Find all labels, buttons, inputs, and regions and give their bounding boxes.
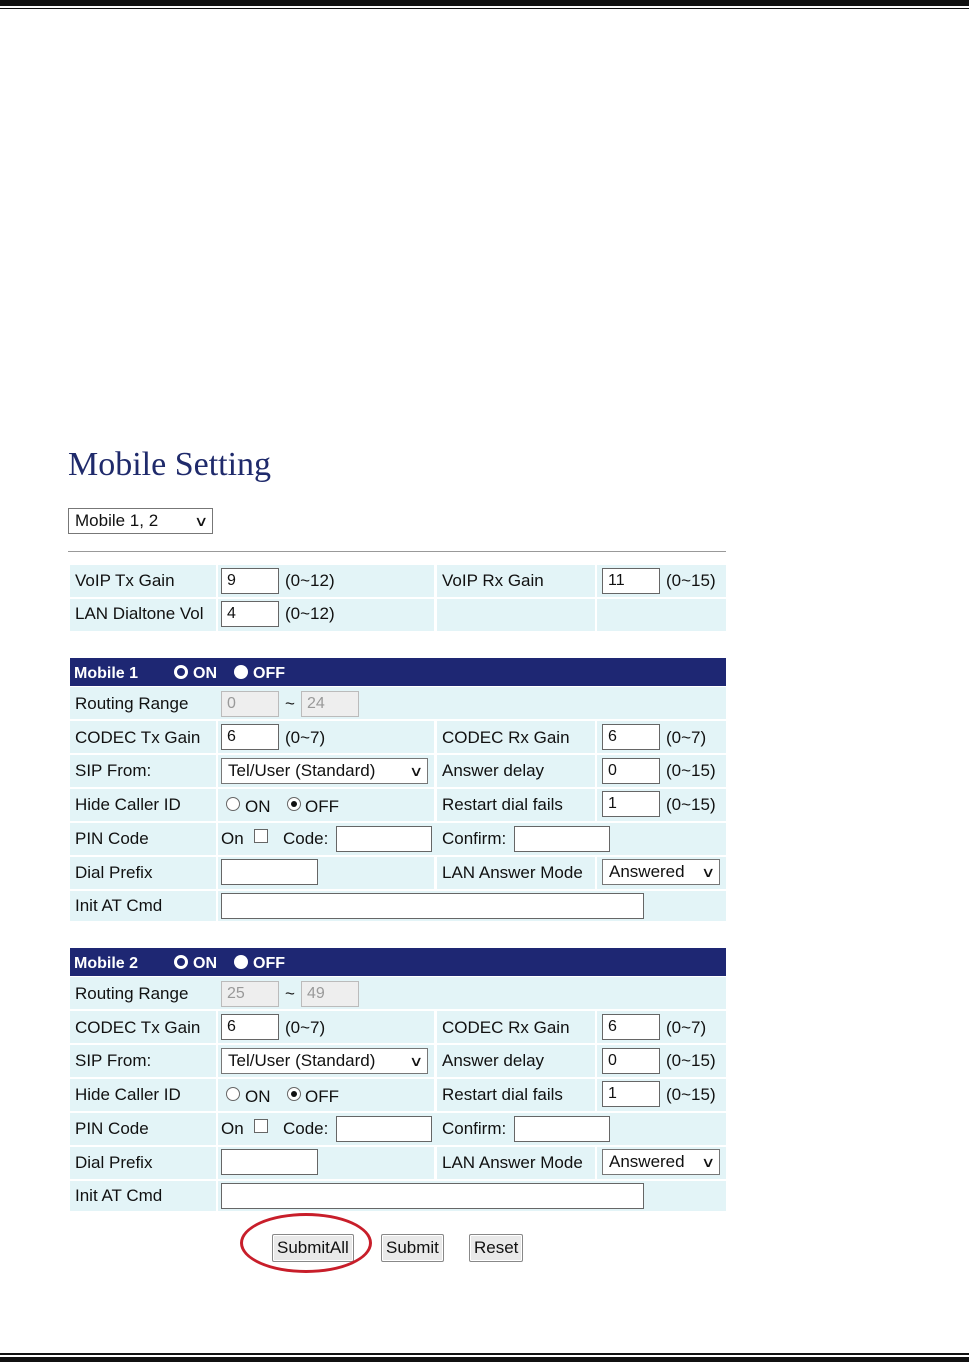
mobile-select-value: Mobile 1, 2 [75,511,159,530]
mobile-2-off-radio[interactable] [234,955,248,969]
hide-caller-on-label: ON [245,797,271,816]
codec-rx-gain-range: (0~7) [666,728,707,747]
dial-prefix-label: Dial Prefix [75,863,153,882]
sip-from-value: Tel/User (Standard) [228,761,376,780]
init-at-cmd-input[interactable] [221,893,644,919]
codec-tx-gain-label: CODEC Tx Gain [75,1018,201,1037]
sip-from-select[interactable] [221,1048,428,1074]
highlight-circle [240,1213,372,1273]
answer-delay-input[interactable]: 0 [602,758,660,784]
hide-caller-off-radio[interactable] [287,797,301,811]
mobile-1-off-radio[interactable] [234,665,248,679]
mobile-2-on-label: ON [193,955,217,972]
sip-from-label: SIP From: [75,761,152,780]
bottom-rule [0,1357,969,1362]
lan-dialtone-vol-range: (0~12) [285,604,335,623]
hide-caller-off-label: OFF [305,1087,339,1106]
codec-rx-gain-range: (0~7) [666,1018,707,1037]
pin-code-label: PIN Code [75,1119,149,1138]
hide-caller-off-label: OFF [305,797,339,816]
dial-prefix-input[interactable] [221,859,318,885]
init-at-cmd-label: Init AT Cmd [75,896,163,915]
restart-dial-fails-label: Restart dial fails [442,1085,563,1104]
mobile-1-title: Mobile 1 [74,665,139,682]
pin-on-label: On [221,1119,244,1138]
chevron-down-icon: ∨ [700,864,716,880]
page-title: Mobile Setting [68,446,272,483]
hide-caller-id-label: Hide Caller ID [75,795,181,814]
top-rule [0,0,969,6]
codec-rx-gain-label: CODEC Rx Gain [442,1018,570,1037]
routing-range-separator: ~ [285,694,295,713]
pin-confirm-input[interactable] [514,826,610,852]
pin-confirm-label: Confirm: [442,1119,507,1138]
codec-tx-gain-label: CODEC Tx Gain [75,728,201,747]
hide-caller-off-radio[interactable] [287,1087,301,1101]
lan-answer-mode-value: Answered [609,862,685,881]
codec-tx-gain-range: (0~7) [285,1018,326,1037]
mobile-1-header [70,658,726,686]
bottom-rule-thin [0,1353,969,1355]
voip-rx-gain-input[interactable]: 11 [602,568,660,594]
mobile-2-header [70,948,726,976]
mobile-2-off-label: OFF [253,955,285,972]
routing-range-from-input[interactable]: 0 [221,691,279,717]
codec-tx-gain-input[interactable]: 6 [221,724,279,750]
mobile-select[interactable] [68,508,213,534]
codec-rx-gain-label: CODEC Rx Gain [442,728,570,747]
answer-delay-input[interactable]: 0 [602,1048,660,1074]
mobile-1-off-label: OFF [253,665,285,682]
restart-dial-fails-input[interactable]: 1 [602,1081,660,1107]
dial-prefix-label: Dial Prefix [75,1153,153,1172]
restart-dial-fails-input[interactable]: 1 [602,791,660,817]
mobile-2-on-radio[interactable] [174,955,188,969]
codec-tx-gain-range: (0~7) [285,728,326,747]
chevron-down-icon: ∨ [700,1154,716,1170]
pin-code-input[interactable] [336,1116,432,1142]
codec-tx-gain-input[interactable]: 6 [221,1014,279,1040]
voip-tx-gain-input[interactable]: 9 [221,568,279,594]
answer-delay-range: (0~15) [666,761,716,780]
top-rule-thin [0,8,969,9]
pin-code-field-label: Code: [283,829,329,848]
pin-on-checkbox[interactable] [254,1119,268,1133]
init-at-cmd-input[interactable] [221,1183,644,1209]
chevron-down-icon: ∨ [193,513,209,529]
mobile-1-on-label: ON [193,665,217,682]
voip-rx-gain-range: (0~15) [666,571,716,590]
mobile-1-on-radio[interactable] [174,665,188,679]
hide-caller-on-label: ON [245,1087,271,1106]
sip-from-label: SIP From: [75,1051,152,1070]
routing-range-to-input[interactable]: 49 [301,981,359,1007]
pin-code-field-label: Code: [283,1119,329,1138]
answer-delay-label: Answer delay [442,1051,545,1070]
chevron-down-icon: ∨ [408,1053,424,1069]
codec-rx-gain-input[interactable]: 6 [602,724,660,750]
lan-answer-mode-select[interactable] [602,859,720,885]
hide-caller-id-label: Hide Caller ID [75,1085,181,1104]
pin-confirm-label: Confirm: [442,829,507,848]
init-at-cmd-label: Init AT Cmd [75,1186,163,1205]
restart-dial-fails-label: Restart dial fails [442,795,563,814]
lan-answer-mode-select[interactable] [602,1149,720,1175]
routing-range-separator: ~ [285,984,295,1003]
pin-on-label: On [221,829,244,848]
sip-from-value: Tel/User (Standard) [228,1051,376,1070]
answer-delay-label: Answer delay [442,761,545,780]
pin-on-checkbox[interactable] [254,829,268,843]
dial-prefix-input[interactable] [221,1149,318,1175]
codec-rx-gain-input[interactable]: 6 [602,1014,660,1040]
reset-button[interactable]: Reset [469,1234,523,1262]
pin-confirm-input[interactable] [514,1116,610,1142]
lan-answer-mode-label: LAN Answer Mode [442,863,583,882]
voip-rx-gain-label: VoIP Rx Gain [442,571,544,590]
divider [68,551,726,552]
hide-caller-on-radio[interactable] [226,1087,240,1101]
routing-range-to-input[interactable]: 24 [301,691,359,717]
lan-answer-mode-label: LAN Answer Mode [442,1153,583,1172]
lan-dialtone-vol-input[interactable]: 4 [221,601,279,627]
answer-delay-range: (0~15) [666,1051,716,1070]
restart-dial-fails-range: (0~15) [666,795,716,814]
mobile-2-title: Mobile 2 [74,955,139,972]
pin-code-input[interactable] [336,826,432,852]
voip-tx-gain-label: VoIP Tx Gain [75,571,175,590]
restart-dial-fails-range: (0~15) [666,1085,716,1104]
chevron-down-icon: ∨ [408,763,424,779]
pin-code-label: PIN Code [75,829,149,848]
lan-dialtone-vol-label: LAN Dialtone Vol [75,604,204,623]
routing-range-label: Routing Range [75,694,189,713]
submit-all-button[interactable]: SubmitAll [272,1234,354,1262]
routing-range-from-input[interactable]: 25 [221,981,279,1007]
lan-answer-mode-value: Answered [609,1152,685,1171]
voip-tx-gain-range: (0~12) [285,571,335,590]
routing-range-label: Routing Range [75,984,189,1003]
sip-from-select[interactable] [221,758,428,784]
hide-caller-on-radio[interactable] [226,797,240,811]
submit-button[interactable]: Submit [381,1234,444,1262]
